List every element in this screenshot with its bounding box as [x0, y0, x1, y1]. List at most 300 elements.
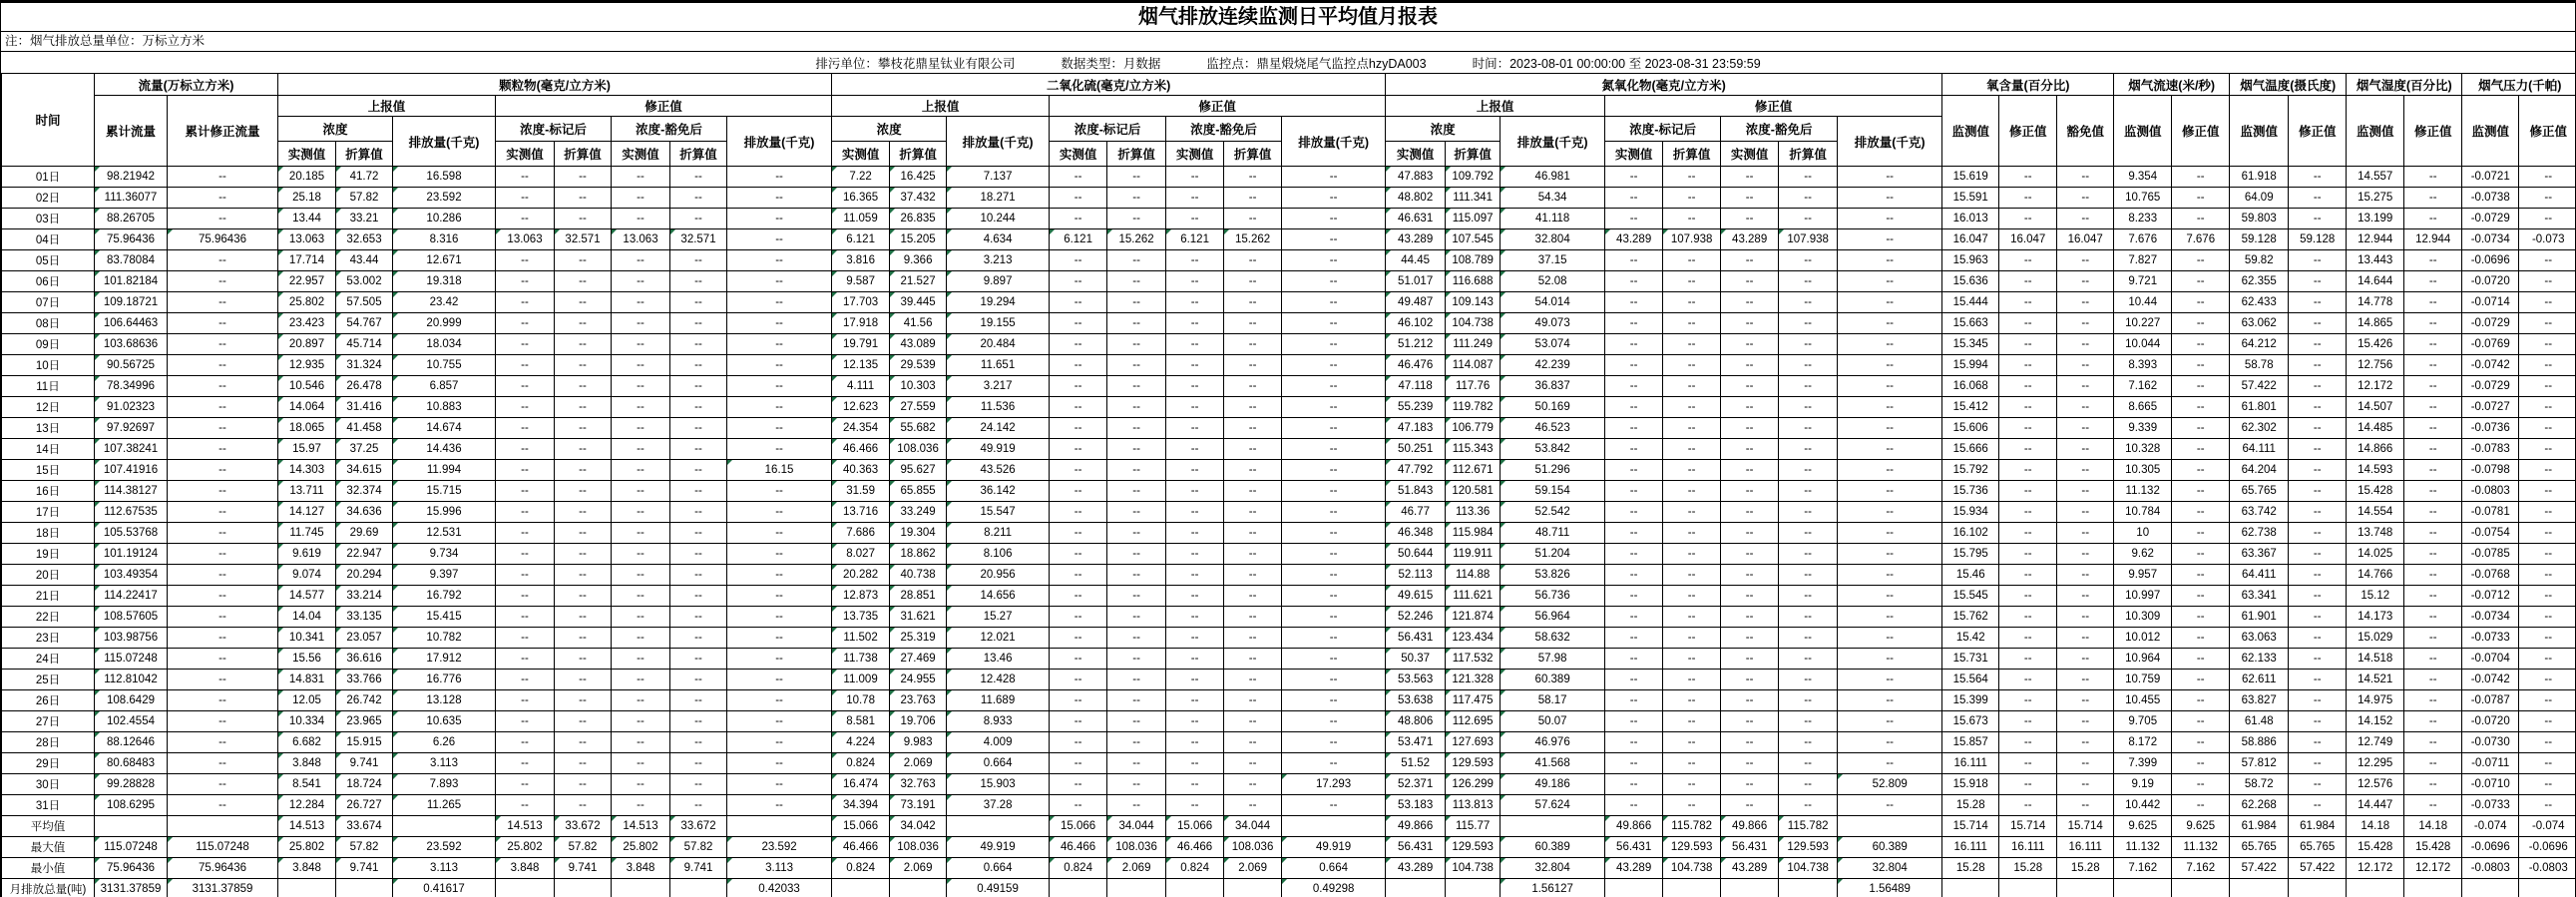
cell: -- [168, 649, 278, 670]
cell: 43.289 [1386, 858, 1446, 879]
cell: 47.183 [1386, 418, 1446, 439]
speed-monitored-header: 监测值 [2114, 96, 2172, 167]
cell: 15.28 [2057, 858, 2114, 879]
cell: -- [1999, 355, 2057, 376]
cell: -- [2172, 418, 2230, 439]
cell: -- [1050, 753, 1107, 774]
cell: -- [1779, 628, 1838, 649]
cell: -- [1224, 397, 1282, 418]
cell: -- [1721, 565, 1779, 586]
row-label: 25日 [2, 670, 95, 690]
cell: -- [1107, 711, 1166, 732]
cell: -0.0785 [2462, 544, 2519, 565]
cell: -- [612, 292, 670, 313]
cell: -- [1779, 334, 1838, 355]
cell: 15.428 [2347, 837, 2404, 858]
cell: -- [168, 460, 278, 481]
table-row [2, 544, 2576, 565]
cell: -- [1166, 795, 1224, 816]
cell: 12.756 [2347, 355, 2404, 376]
cell: 25.319 [890, 628, 947, 649]
cell: 109.18721 [95, 292, 168, 313]
cell: -- [2057, 460, 2114, 481]
cell: 3.848 [496, 858, 555, 879]
cell: 4.009 [947, 732, 1050, 753]
cell: -- [2172, 670, 2230, 690]
cell: 126.299 [1446, 774, 1501, 795]
cell: 16.474 [832, 774, 890, 795]
so2-exempt-converted-header: 折算值 [1224, 142, 1282, 167]
cell: 0.49159 [947, 879, 1050, 897]
table-row [2, 690, 2576, 711]
table-row [2, 586, 2576, 607]
cell: -- [1779, 313, 1838, 334]
cell: 64.09 [2230, 188, 2289, 209]
cell: -- [1838, 481, 1942, 502]
cell: -- [2172, 376, 2230, 397]
cell: -- [727, 732, 832, 753]
table-row [2, 418, 2576, 439]
cell: -- [2057, 439, 2114, 460]
cell: 0.664 [947, 858, 1050, 879]
cell: 83.78084 [95, 250, 168, 271]
cell: 10.782 [393, 628, 496, 649]
cell: -- [1663, 607, 1721, 628]
cell: -- [168, 690, 278, 711]
cell: 20.897 [278, 334, 336, 355]
cell: 15.46 [1942, 565, 1999, 586]
cell: 46.77 [1386, 502, 1446, 523]
cell: -- [1050, 292, 1107, 313]
cell: 75.96436 [168, 229, 278, 250]
cell: -- [1663, 188, 1721, 209]
cell: 51.017 [1386, 271, 1446, 292]
cell: -- [496, 649, 555, 670]
cell: -0.0696 [2462, 250, 2519, 271]
cell: -- [1999, 628, 2057, 649]
cell: 26.727 [336, 795, 393, 816]
pm-exempt-measured-header: 实测值 [612, 142, 670, 167]
cell: 15.994 [1942, 355, 1999, 376]
cell: 63.341 [2230, 586, 2289, 607]
cell: -- [1166, 271, 1224, 292]
cell: -- [612, 565, 670, 586]
cell: -- [2289, 544, 2347, 565]
cell: -- [1224, 544, 1282, 565]
cell: 24.354 [832, 418, 890, 439]
cell: 16.365 [832, 188, 890, 209]
cell: 15.963 [1942, 250, 1999, 271]
cell: -- [670, 397, 727, 418]
cell: 46.981 [1501, 167, 1605, 188]
cell: -- [1605, 544, 1663, 565]
cell: -- [1999, 607, 2057, 628]
cell: 115.097 [1446, 209, 1501, 229]
cell: 10.286 [393, 209, 496, 229]
cell: 58.72 [2230, 774, 2289, 795]
cell: -- [727, 292, 832, 313]
cell: 34.615 [336, 460, 393, 481]
cell: -- [1282, 502, 1386, 523]
cell: -- [1605, 732, 1663, 753]
cell: 51.212 [1386, 334, 1446, 355]
cell: 104.738 [1779, 858, 1838, 879]
cell: -- [2057, 649, 2114, 670]
cell: -- [2172, 439, 2230, 460]
cell: -- [1605, 565, 1663, 586]
cell: -- [496, 418, 555, 439]
cell: 10 [2114, 523, 2172, 544]
cell: 20.999 [393, 313, 496, 334]
cell: -- [168, 167, 278, 188]
cell: 0.664 [1282, 858, 1386, 879]
cell: 104.738 [1446, 858, 1501, 879]
cell [1838, 816, 1942, 837]
cell: -- [1107, 271, 1166, 292]
cell: -- [1838, 229, 1942, 250]
cell: -- [2172, 628, 2230, 649]
cell: -- [1605, 439, 1663, 460]
cell: 12.873 [832, 586, 890, 607]
cell: 53.183 [1386, 795, 1446, 816]
cell: 33.672 [670, 816, 727, 837]
cell: -- [168, 292, 278, 313]
cell: -- [1050, 167, 1107, 188]
cell: 11.745 [278, 523, 336, 544]
table-row [2, 523, 2576, 544]
cell: -- [1721, 397, 1779, 418]
cell: -- [670, 753, 727, 774]
cell: -- [1107, 418, 1166, 439]
cell: -- [2172, 209, 2230, 229]
cell: 51.843 [1386, 481, 1446, 502]
cell: 33.21 [336, 209, 393, 229]
cell [1107, 879, 1166, 897]
cell: 46.466 [832, 837, 890, 858]
cell: -- [496, 271, 555, 292]
cell: 63.742 [2230, 502, 2289, 523]
cell: 109.143 [1446, 292, 1501, 313]
cell: -- [496, 313, 555, 334]
cell: 15.426 [2347, 334, 2404, 355]
cell: -- [1282, 397, 1386, 418]
cell: -- [2057, 167, 2114, 188]
cell: 16.598 [393, 167, 496, 188]
row-label: 23日 [2, 628, 95, 649]
cell: 7.162 [2114, 376, 2172, 397]
cell: 8.106 [947, 544, 1050, 565]
cell: -- [555, 544, 612, 565]
cell: -- [1050, 376, 1107, 397]
cell: 15.28 [1942, 858, 1999, 879]
cell: -- [1999, 439, 2057, 460]
cell: -- [1663, 397, 1721, 418]
cell [1721, 879, 1779, 897]
cell: -- [1282, 732, 1386, 753]
cell [2519, 879, 2576, 897]
cell: 50.251 [1386, 439, 1446, 460]
cell: -0.0769 [2462, 334, 2519, 355]
cell: -- [1166, 753, 1224, 774]
cell: 14.447 [2347, 795, 2404, 816]
so2-converted-header: 折算值 [890, 142, 947, 167]
cell: -- [1838, 397, 1942, 418]
cell: -- [612, 628, 670, 649]
cell [1663, 879, 1721, 897]
cell: 33.674 [336, 816, 393, 837]
cell: 37.15 [1501, 250, 1605, 271]
cell: -- [1282, 188, 1386, 209]
cell: -- [1282, 334, 1386, 355]
cell: -- [2057, 313, 2114, 334]
cell: -0.0742 [2462, 670, 2519, 690]
cell: 14.577 [278, 586, 336, 607]
cell: 75.96436 [95, 229, 168, 250]
cell: 10.44 [2114, 292, 2172, 313]
cell: 51.52 [1386, 753, 1446, 774]
cell: 11.009 [832, 670, 890, 690]
cell: -- [1999, 334, 2057, 355]
cell: 12.284 [278, 795, 336, 816]
cell: -- [1107, 313, 1166, 334]
cell: 31.59 [832, 481, 890, 502]
cell: 12.576 [2347, 774, 2404, 795]
cell: -- [1166, 586, 1224, 607]
cell: 8.172 [2114, 732, 2172, 753]
cell: 10.334 [278, 711, 336, 732]
cell: 57.812 [2230, 753, 2289, 774]
cell: 6.121 [1166, 229, 1224, 250]
cell: 7.676 [2172, 229, 2230, 250]
cell: 58.886 [2230, 732, 2289, 753]
cell: -- [1663, 628, 1721, 649]
cell: -- [1721, 523, 1779, 544]
cell: -- [1838, 292, 1942, 313]
cell: -- [1663, 544, 1721, 565]
cell: -- [555, 250, 612, 271]
cell: -- [2519, 481, 2576, 502]
cell: 43.289 [1386, 229, 1446, 250]
cell: 0.664 [947, 753, 1050, 774]
pm-corrected-emission-header: 排放量(千克) [727, 117, 832, 167]
cell: 14.975 [2347, 690, 2404, 711]
cell: 16.15 [727, 460, 832, 481]
table-row [2, 167, 2576, 188]
cell: -- [612, 439, 670, 460]
cell: 64.204 [2230, 460, 2289, 481]
so2-conc-exempt-header: 浓度-豁免后 [1166, 117, 1282, 142]
cell: -- [727, 334, 832, 355]
cell: -- [1663, 334, 1721, 355]
cell: 9.734 [393, 544, 496, 565]
cell: -- [2404, 292, 2462, 313]
cell: 11.132 [2172, 837, 2230, 858]
cell: -- [1605, 711, 1663, 732]
cell: 27.559 [890, 397, 947, 418]
cell: -- [2519, 292, 2576, 313]
cell: -- [1605, 628, 1663, 649]
cell: -- [2404, 460, 2462, 481]
cell: -- [2172, 523, 2230, 544]
cell: -- [612, 544, 670, 565]
table-row [2, 250, 2576, 271]
cell: -0.0711 [2462, 753, 2519, 774]
cell: 0.49298 [1282, 879, 1386, 897]
cell: -- [1282, 586, 1386, 607]
cell: -- [1838, 711, 1942, 732]
cell: -- [1107, 565, 1166, 586]
cell: 23.423 [278, 313, 336, 334]
cell: 7.893 [393, 774, 496, 795]
row-label: 平均值 [2, 816, 95, 837]
nox-conc-exempt-header: 浓度-豁免后 [1721, 117, 1838, 142]
cell [612, 879, 670, 897]
cell: -- [555, 209, 612, 229]
cell: 59.154 [1501, 481, 1605, 502]
report-table-body [2, 167, 2576, 897]
cell: 3.848 [278, 753, 336, 774]
cell: -- [496, 250, 555, 271]
row-label: 08日 [2, 313, 95, 334]
cell: -- [727, 795, 832, 816]
table-row [2, 334, 2576, 355]
cell: -- [1282, 376, 1386, 397]
cell: 53.471 [1386, 732, 1446, 753]
cell: 43.289 [1605, 229, 1663, 250]
cell: 9.741 [670, 858, 727, 879]
cell: 7.827 [2114, 250, 2172, 271]
cell: -- [1224, 607, 1282, 628]
cell: -- [727, 188, 832, 209]
cell: 15.591 [1942, 188, 1999, 209]
cell: -- [1721, 209, 1779, 229]
cell: -- [1224, 670, 1282, 690]
cell: 111.249 [1446, 334, 1501, 355]
cell: 43.44 [336, 250, 393, 271]
cell: -- [1107, 649, 1166, 670]
cell: -- [1999, 795, 2057, 816]
cell: -- [555, 565, 612, 586]
cell: 14.04 [278, 607, 336, 628]
cell: -- [1721, 690, 1779, 711]
cell: 90.56725 [95, 355, 168, 376]
cell: -- [1605, 334, 1663, 355]
cell: -- [1166, 355, 1224, 376]
cell: -- [2172, 544, 2230, 565]
cell: -- [1166, 649, 1224, 670]
cell: 115.07248 [95, 837, 168, 858]
row-label: 最小值 [2, 858, 95, 879]
cell: -- [2289, 460, 2347, 481]
cell: -- [1282, 355, 1386, 376]
cell: 119.911 [1446, 544, 1501, 565]
row-label: 14日 [2, 439, 95, 460]
cell: -- [2519, 690, 2576, 711]
cell: -- [1999, 418, 2057, 439]
nox-reported-band: 上报值 [1386, 96, 1605, 117]
cell: -- [1999, 774, 2057, 795]
cell: 14.831 [278, 670, 336, 690]
cell: 9.983 [890, 732, 947, 753]
row-label: 31日 [2, 795, 95, 816]
cell: -- [2404, 439, 2462, 460]
cell: 62.611 [2230, 670, 2289, 690]
cell: 37.25 [336, 439, 393, 460]
cell: -- [1282, 649, 1386, 670]
cell: 4.111 [832, 376, 890, 397]
cell: 108.036 [890, 439, 947, 460]
row-label: 17日 [2, 502, 95, 523]
cell: 60.389 [1501, 837, 1605, 858]
monitoring-table [1, 73, 2576, 897]
cell: -- [2057, 711, 2114, 732]
row-label: 03日 [2, 209, 95, 229]
cell: 15.666 [1942, 439, 1999, 460]
cell: -- [1663, 292, 1721, 313]
cell: 14.521 [2347, 670, 2404, 690]
cell: 115.343 [1446, 439, 1501, 460]
cell [2347, 879, 2404, 897]
cell: -- [612, 188, 670, 209]
cell: -- [1224, 418, 1282, 439]
cell: 14.507 [2347, 397, 2404, 418]
cell: -- [670, 418, 727, 439]
cell: -- [2172, 502, 2230, 523]
cell: -- [496, 628, 555, 649]
cell: -- [2519, 544, 2576, 565]
cell: -- [1107, 188, 1166, 209]
cell: 65.855 [890, 481, 947, 502]
cell: -- [1107, 544, 1166, 565]
cell: -- [1224, 732, 1282, 753]
cell: -- [2519, 628, 2576, 649]
cell: -0.074 [2519, 816, 2576, 837]
cell: 14.513 [612, 816, 670, 837]
cell: -- [2519, 460, 2576, 481]
cell: -- [2519, 334, 2576, 355]
cell: -- [1050, 250, 1107, 271]
cell: -- [1166, 670, 1224, 690]
cell: -0.0721 [2462, 167, 2519, 188]
cell: -- [1050, 544, 1107, 565]
cell: 9.587 [832, 271, 890, 292]
cell: -- [1663, 376, 1721, 397]
cell: -- [2057, 209, 2114, 229]
cell: -- [2404, 250, 2462, 271]
cell: 11.689 [947, 690, 1050, 711]
cell: -- [1282, 209, 1386, 229]
col-group-nox: 氮氧化物(毫克/立方米) [1386, 74, 1942, 96]
cell: -- [1224, 334, 1282, 355]
cell [1386, 879, 1446, 897]
cell: 14.025 [2347, 544, 2404, 565]
cell: -- [1282, 607, 1386, 628]
cell: 106.64463 [95, 313, 168, 334]
cell: 11.738 [832, 649, 890, 670]
cell: 111.341 [1446, 188, 1501, 209]
nox-conc-marked-header: 浓度-标记后 [1605, 117, 1721, 142]
cell: 25.802 [278, 292, 336, 313]
cell: 47.883 [1386, 167, 1446, 188]
cell: 53.842 [1501, 439, 1605, 460]
cell: 61.984 [2289, 816, 2347, 837]
col-header-time: 时间 [2, 74, 95, 167]
cell: 57.422 [2230, 858, 2289, 879]
cell: -- [496, 460, 555, 481]
cell: -- [555, 690, 612, 711]
cell: -- [2519, 753, 2576, 774]
cell: 16.047 [1942, 229, 1999, 250]
